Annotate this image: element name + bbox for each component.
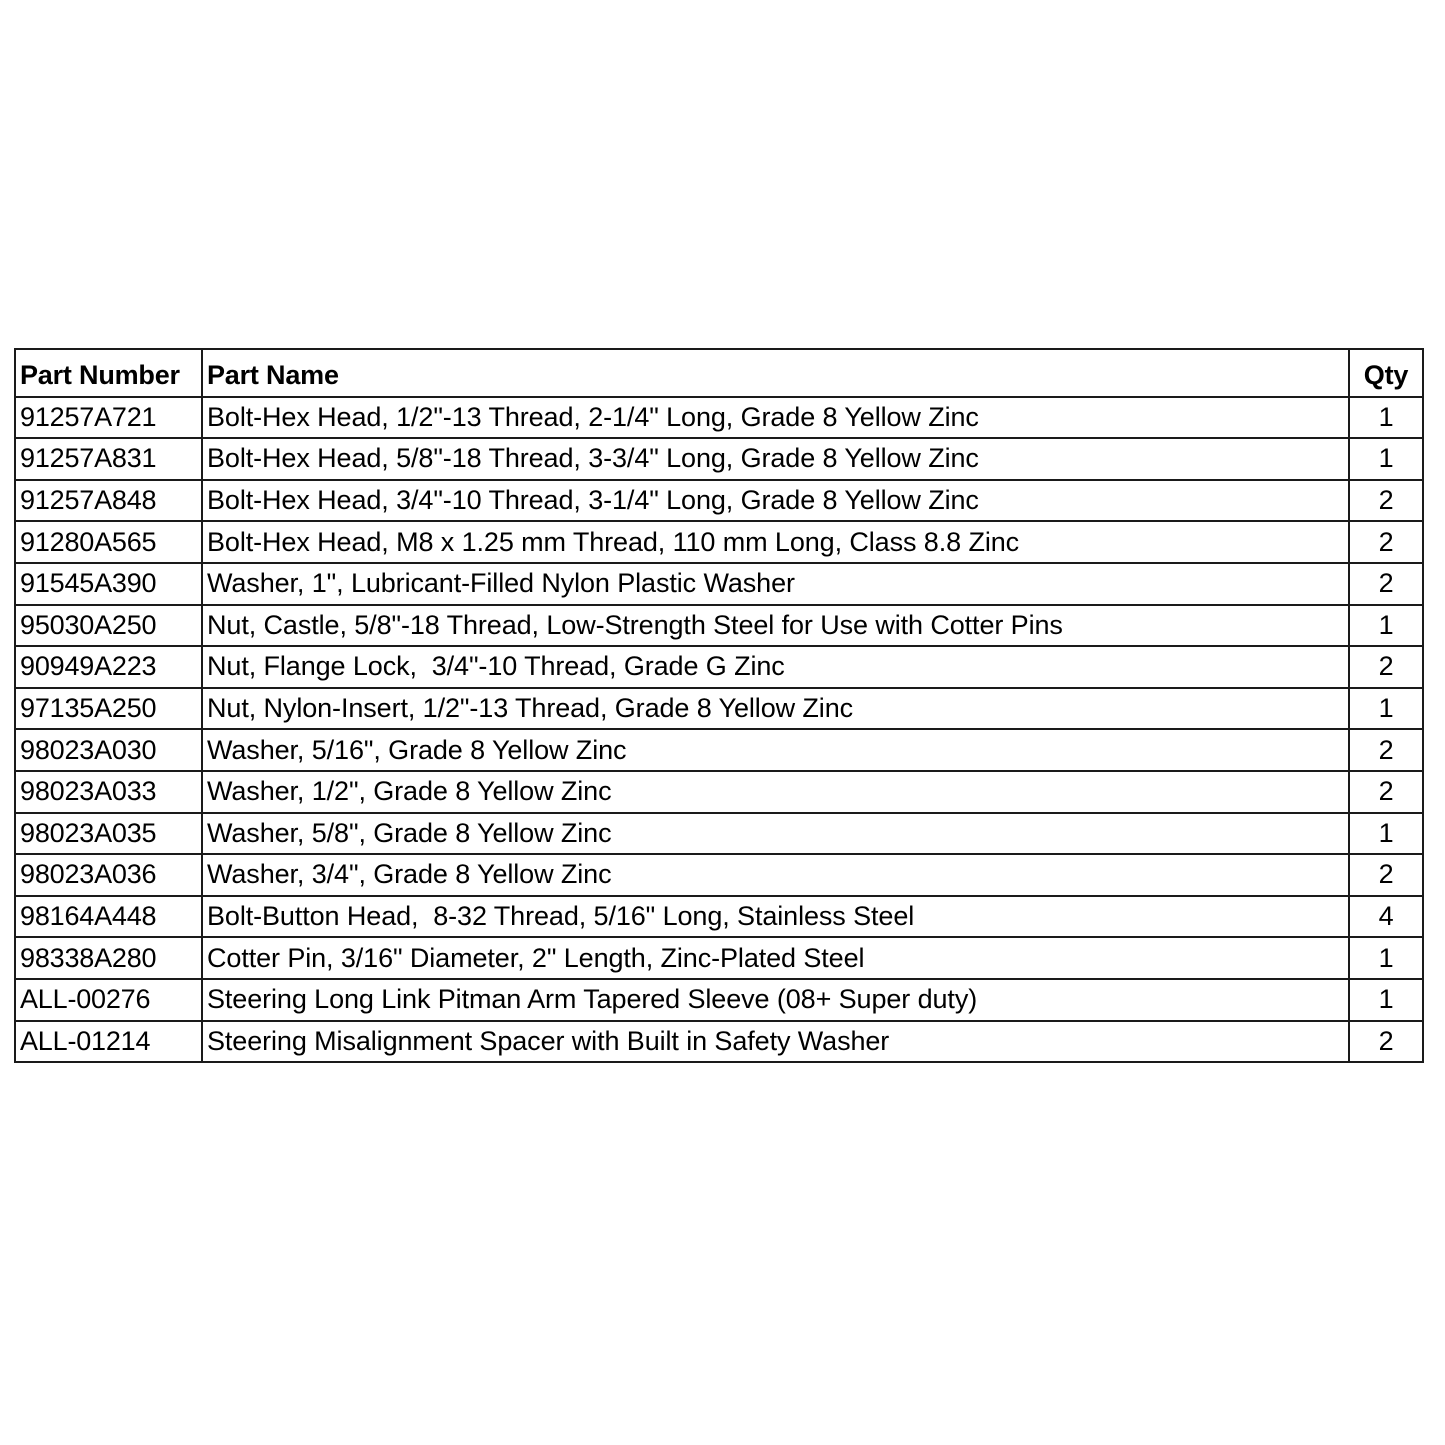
part-number-cell: 98338A280 [15,937,202,979]
part-number-cell: 91257A848 [15,480,202,522]
part-name-cell: Nut, Nylon-Insert, 1/2"-13 Thread, Grade 8 Yellow Zinc [202,688,1349,730]
qty-cell: 2 [1349,1021,1423,1063]
qty-cell: 2 [1349,480,1423,522]
qty-cell: 4 [1349,896,1423,938]
table-row [15,771,1423,813]
part-name-cell: Bolt-Hex Head, 1/2"-13 Thread, 2-1/4" Long, Grade 8 Yellow Zinc [202,397,1349,439]
table-row [15,605,1423,647]
table-row [15,937,1423,979]
part-name-cell: Steering Misalignment Spacer with Built in Safety Washer [202,1021,1349,1063]
qty-cell: 2 [1349,646,1423,688]
table-row [15,521,1423,563]
part-number-cell: 98164A448 [15,896,202,938]
part-number-cell: 95030A250 [15,605,202,647]
table-row [15,813,1423,855]
part-name-cell: Steering Long Link Pitman Arm Tapered Sleeve (08+ Super duty) [202,979,1349,1021]
part-number-cell: 90949A223 [15,646,202,688]
part-number-cell: 91280A565 [15,521,202,563]
part-number-cell: 91257A721 [15,397,202,439]
part-name-cell: Bolt-Hex Head, 3/4"-10 Thread, 3-1/4" Long, Grade 8 Yellow Zinc [202,480,1349,522]
part-name-cell: Bolt-Hex Head, 5/8"-18 Thread, 3-3/4" Long, Grade 8 Yellow Zinc [202,438,1349,480]
qty-cell: 2 [1349,729,1423,771]
table-row [15,896,1423,938]
part-name-cell: Nut, Flange Lock, 3/4"-10 Thread, Grade G Zinc [202,646,1349,688]
header-row [15,349,1423,397]
header-part-name: Part Name [202,349,1349,397]
part-number-cell: 91545A390 [15,563,202,605]
qty-cell: 1 [1349,937,1423,979]
table-row [15,979,1423,1021]
part-number-cell: 98023A033 [15,771,202,813]
part-name-cell: Nut, Castle, 5/8"-18 Thread, Low-Strength Steel for Use with Cotter Pins [202,605,1349,647]
part-number-cell: 91257A831 [15,438,202,480]
part-name-cell: Washer, 1/2", Grade 8 Yellow Zinc [202,771,1349,813]
qty-cell: 2 [1349,854,1423,896]
part-name-cell: Washer, 1", Lubricant-Filled Nylon Plastic Washer [202,563,1349,605]
table-row [15,646,1423,688]
table-row [15,854,1423,896]
part-number-cell: ALL-00276 [15,979,202,1021]
qty-cell: 2 [1349,521,1423,563]
part-name-cell: Bolt-Hex Head, M8 x 1.25 mm Thread, 110 mm Long, Class 8.8 Zinc [202,521,1349,563]
qty-cell: 1 [1349,397,1423,439]
header-part-number: Part Number [15,349,202,397]
table-row [15,729,1423,771]
qty-cell: 1 [1349,688,1423,730]
qty-cell: 1 [1349,605,1423,647]
part-number-cell: ALL-01214 [15,1021,202,1063]
part-number-cell: 98023A030 [15,729,202,771]
table-row [15,480,1423,522]
qty-cell: 2 [1349,771,1423,813]
part-name-cell: Cotter Pin, 3/16" Diameter, 2" Length, Zinc-Plated Steel [202,937,1349,979]
qty-cell: 1 [1349,979,1423,1021]
part-name-cell: Bolt-Button Head, 8-32 Thread, 5/16" Long, Stainless Steel [202,896,1349,938]
parts-list-table [14,348,1424,1063]
header-qty: Qty [1349,349,1423,397]
qty-cell: 1 [1349,813,1423,855]
part-name-cell: Washer, 5/16", Grade 8 Yellow Zinc [202,729,1349,771]
part-name-cell: Washer, 5/8", Grade 8 Yellow Zinc [202,813,1349,855]
qty-cell: 1 [1349,438,1423,480]
part-number-cell: 97135A250 [15,688,202,730]
table-row [15,397,1423,439]
part-number-cell: 98023A035 [15,813,202,855]
table-row [15,563,1423,605]
table-row [15,688,1423,730]
qty-cell: 2 [1349,563,1423,605]
table-row [15,1021,1423,1063]
part-number-cell: 98023A036 [15,854,202,896]
part-name-cell: Washer, 3/4", Grade 8 Yellow Zinc [202,854,1349,896]
table-row [15,438,1423,480]
